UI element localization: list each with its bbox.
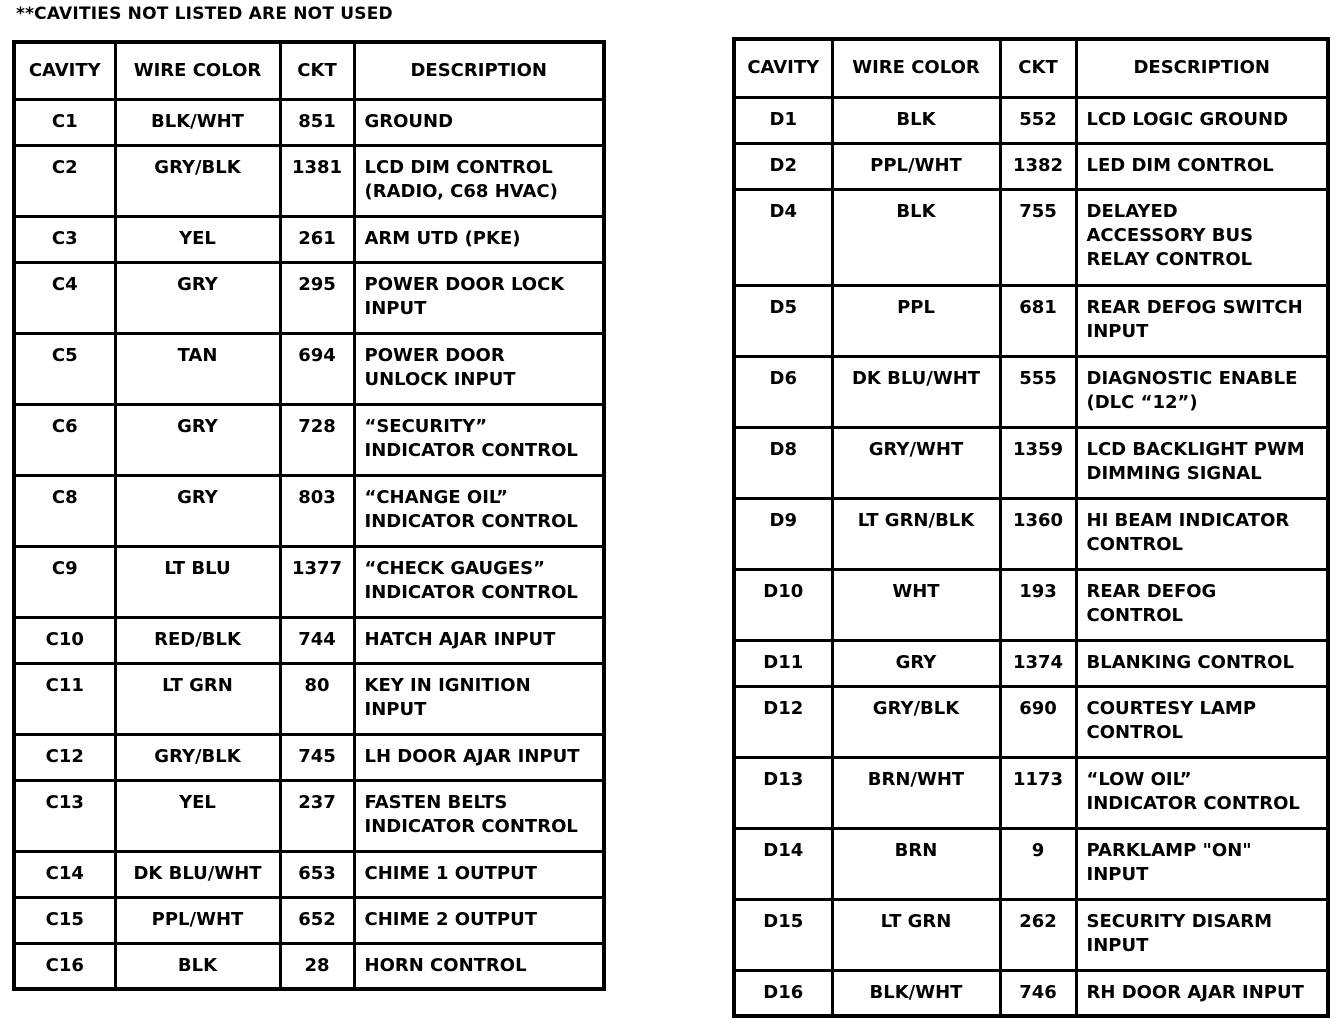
description-cell: GROUND xyxy=(354,99,604,145)
table-row xyxy=(14,145,604,216)
wire-color-cell: GRY/WHT xyxy=(832,427,1000,498)
cavity-cell: D8 xyxy=(734,427,832,498)
description-cell: BLANKING CONTROL xyxy=(1076,640,1328,686)
description-cell: ARM UTD (PKE) xyxy=(354,216,604,262)
cavity-cell: D16 xyxy=(734,970,832,1016)
table-row xyxy=(14,780,604,851)
header-wire-color: WIRE COLOR xyxy=(832,39,1000,97)
cavity-cell: D1 xyxy=(734,97,832,143)
table-row xyxy=(14,851,604,897)
cavity-cell: D12 xyxy=(734,686,832,757)
ckt-cell: 1173 xyxy=(1000,757,1076,828)
table-row xyxy=(734,569,1328,640)
cavity-cell: C10 xyxy=(14,617,115,663)
ckt-cell: 1359 xyxy=(1000,427,1076,498)
ckt-cell: 851 xyxy=(280,99,354,145)
cavity-cell: D13 xyxy=(734,757,832,828)
ckt-cell: 28 xyxy=(280,943,354,989)
header-row xyxy=(14,42,604,99)
description-cell: PARKLAMP "ON" INPUT xyxy=(1076,828,1328,899)
wire-color-cell: GRY xyxy=(115,404,280,475)
ckt-cell: 552 xyxy=(1000,97,1076,143)
cavity-cell: C13 xyxy=(14,780,115,851)
wire-color-cell: LT BLU xyxy=(115,546,280,617)
cavity-cell: C2 xyxy=(14,145,115,216)
description-cell: DELAYED ACCESSORY BUS RELAY CONTROL xyxy=(1076,189,1328,285)
wire-color-cell: BLK/WHT xyxy=(832,970,1000,1016)
table-row xyxy=(734,686,1328,757)
cavities-note: **CAVITIES NOT LISTED ARE NOT USED xyxy=(16,4,393,24)
wire-color-cell: LT GRN/BLK xyxy=(832,498,1000,569)
ckt-cell: 745 xyxy=(280,734,354,780)
wire-color-cell: BLK xyxy=(832,97,1000,143)
wire-color-cell: BRN/WHT xyxy=(832,757,1000,828)
wire-color-cell: GRY xyxy=(832,640,1000,686)
ckt-cell: 1377 xyxy=(280,546,354,617)
description-cell: “CHECK GAUGES” INDICATOR CONTROL xyxy=(354,546,604,617)
ckt-cell: 555 xyxy=(1000,356,1076,427)
cavity-cell: C16 xyxy=(14,943,115,989)
description-cell: KEY IN IGNITION INPUT xyxy=(354,663,604,734)
header-description: DESCRIPTION xyxy=(354,42,604,99)
ckt-cell: 9 xyxy=(1000,828,1076,899)
ckt-cell: 681 xyxy=(1000,285,1076,356)
description-cell: POWER DOOR UNLOCK INPUT xyxy=(354,333,604,404)
ckt-cell: 694 xyxy=(280,333,354,404)
table-row xyxy=(734,757,1328,828)
cavity-cell: D6 xyxy=(734,356,832,427)
cavity-cell: C3 xyxy=(14,216,115,262)
cavity-cell: C15 xyxy=(14,897,115,943)
connector-c-table xyxy=(12,40,606,991)
table-row xyxy=(734,427,1328,498)
description-cell: HORN CONTROL xyxy=(354,943,604,989)
table-row xyxy=(734,189,1328,285)
header-description: DESCRIPTION xyxy=(1076,39,1328,97)
table-row xyxy=(14,897,604,943)
cavity-cell: C6 xyxy=(14,404,115,475)
cavity-cell: C4 xyxy=(14,262,115,333)
description-cell: DIAGNOSTIC ENABLE (DLC “12”) xyxy=(1076,356,1328,427)
table-row xyxy=(14,943,604,989)
header-cavity: CAVITY xyxy=(734,39,832,97)
wire-color-cell: GRY/BLK xyxy=(115,734,280,780)
wire-color-cell: YEL xyxy=(115,216,280,262)
wire-color-cell: BRN xyxy=(832,828,1000,899)
cavity-cell: C11 xyxy=(14,663,115,734)
table-row xyxy=(14,546,604,617)
wire-color-cell: BLK/WHT xyxy=(115,99,280,145)
ckt-cell: 690 xyxy=(1000,686,1076,757)
cavity-cell: C14 xyxy=(14,851,115,897)
description-cell: CHIME 2 OUTPUT xyxy=(354,897,604,943)
wire-color-cell: DK BLU/WHT xyxy=(115,851,280,897)
ckt-cell: 744 xyxy=(280,617,354,663)
header-row xyxy=(734,39,1328,97)
header-cavity: CAVITY xyxy=(14,42,115,99)
wire-color-cell: DK BLU/WHT xyxy=(832,356,1000,427)
cavity-cell: C8 xyxy=(14,475,115,546)
ckt-cell: 295 xyxy=(280,262,354,333)
wire-color-cell: LT GRN xyxy=(115,663,280,734)
ckt-cell: 80 xyxy=(280,663,354,734)
wire-color-cell: LT GRN xyxy=(832,899,1000,970)
header-ckt: CKT xyxy=(280,42,354,99)
ckt-cell: 1381 xyxy=(280,145,354,216)
description-cell: “SECURITY” INDICATOR CONTROL xyxy=(354,404,604,475)
ckt-cell: 262 xyxy=(1000,899,1076,970)
description-cell: POWER DOOR LOCK INPUT xyxy=(354,262,604,333)
wire-color-cell: PPL/WHT xyxy=(115,897,280,943)
header-wire-color: WIRE COLOR xyxy=(115,42,280,99)
description-cell: HATCH AJAR INPUT xyxy=(354,617,604,663)
table-row xyxy=(14,663,604,734)
description-cell: REAR DEFOG SWITCH INPUT xyxy=(1076,285,1328,356)
cavity-cell: D4 xyxy=(734,189,832,285)
table-row xyxy=(14,333,604,404)
ckt-cell: 261 xyxy=(280,216,354,262)
cavity-cell: D9 xyxy=(734,498,832,569)
wire-color-cell: GRY/BLK xyxy=(115,145,280,216)
table-row xyxy=(734,143,1328,189)
ckt-cell: 746 xyxy=(1000,970,1076,1016)
wire-color-cell: GRY xyxy=(115,475,280,546)
ckt-cell: 1374 xyxy=(1000,640,1076,686)
wire-color-cell: PPL xyxy=(832,285,1000,356)
description-cell: REAR DEFOG CONTROL xyxy=(1076,569,1328,640)
ckt-cell: 193 xyxy=(1000,569,1076,640)
description-cell: “LOW OIL” INDICATOR CONTROL xyxy=(1076,757,1328,828)
ckt-cell: 755 xyxy=(1000,189,1076,285)
description-cell: “CHANGE OIL” INDICATOR CONTROL xyxy=(354,475,604,546)
wire-color-cell: BLK xyxy=(115,943,280,989)
connector-d-table xyxy=(732,37,1330,1018)
table-row xyxy=(734,97,1328,143)
table-row xyxy=(14,216,604,262)
wire-color-cell: WHT xyxy=(832,569,1000,640)
table-row xyxy=(14,262,604,333)
description-cell: COURTESY LAMP CONTROL xyxy=(1076,686,1328,757)
wire-color-cell: YEL xyxy=(115,780,280,851)
wire-color-cell: TAN xyxy=(115,333,280,404)
description-cell: LCD LOGIC GROUND xyxy=(1076,97,1328,143)
table-row xyxy=(14,734,604,780)
description-cell: FASTEN BELTS INDICATOR CONTROL xyxy=(354,780,604,851)
description-cell: LCD BACKLIGHT PWM DIMMING SIGNAL xyxy=(1076,427,1328,498)
wire-color-cell: RED/BLK xyxy=(115,617,280,663)
ckt-cell: 803 xyxy=(280,475,354,546)
cavity-cell: D10 xyxy=(734,569,832,640)
cavity-cell: D15 xyxy=(734,899,832,970)
description-cell: LH DOOR AJAR INPUT xyxy=(354,734,604,780)
cavity-cell: C5 xyxy=(14,333,115,404)
cavity-cell: C12 xyxy=(14,734,115,780)
table-row xyxy=(734,640,1328,686)
cavity-cell: C9 xyxy=(14,546,115,617)
table-row xyxy=(734,828,1328,899)
table-row xyxy=(14,475,604,546)
cavity-cell: D14 xyxy=(734,828,832,899)
description-cell: LCD DIM CONTROL (RADIO, C68 HVAC) xyxy=(354,145,604,216)
description-cell: LED DIM CONTROL xyxy=(1076,143,1328,189)
wire-color-cell: GRY/BLK xyxy=(832,686,1000,757)
table-row xyxy=(734,970,1328,1016)
ckt-cell: 1360 xyxy=(1000,498,1076,569)
table-row xyxy=(734,899,1328,970)
description-cell: RH DOOR AJAR INPUT xyxy=(1076,970,1328,1016)
table-row xyxy=(734,498,1328,569)
cavity-cell: D2 xyxy=(734,143,832,189)
wire-color-cell: BLK xyxy=(832,189,1000,285)
ckt-cell: 653 xyxy=(280,851,354,897)
cavity-cell: D5 xyxy=(734,285,832,356)
table-row xyxy=(734,285,1328,356)
cavity-cell: D11 xyxy=(734,640,832,686)
wire-color-cell: PPL/WHT xyxy=(832,143,1000,189)
table-row xyxy=(14,99,604,145)
description-cell: SECURITY DISARM INPUT xyxy=(1076,899,1328,970)
table-row xyxy=(734,356,1328,427)
description-cell: HI BEAM INDICATOR CONTROL xyxy=(1076,498,1328,569)
ckt-cell: 652 xyxy=(280,897,354,943)
ckt-cell: 1382 xyxy=(1000,143,1076,189)
description-cell: CHIME 1 OUTPUT xyxy=(354,851,604,897)
ckt-cell: 728 xyxy=(280,404,354,475)
ckt-cell: 237 xyxy=(280,780,354,851)
table-row xyxy=(14,404,604,475)
header-ckt: CKT xyxy=(1000,39,1076,97)
table-row xyxy=(14,617,604,663)
cavity-cell: C1 xyxy=(14,99,115,145)
wire-color-cell: GRY xyxy=(115,262,280,333)
